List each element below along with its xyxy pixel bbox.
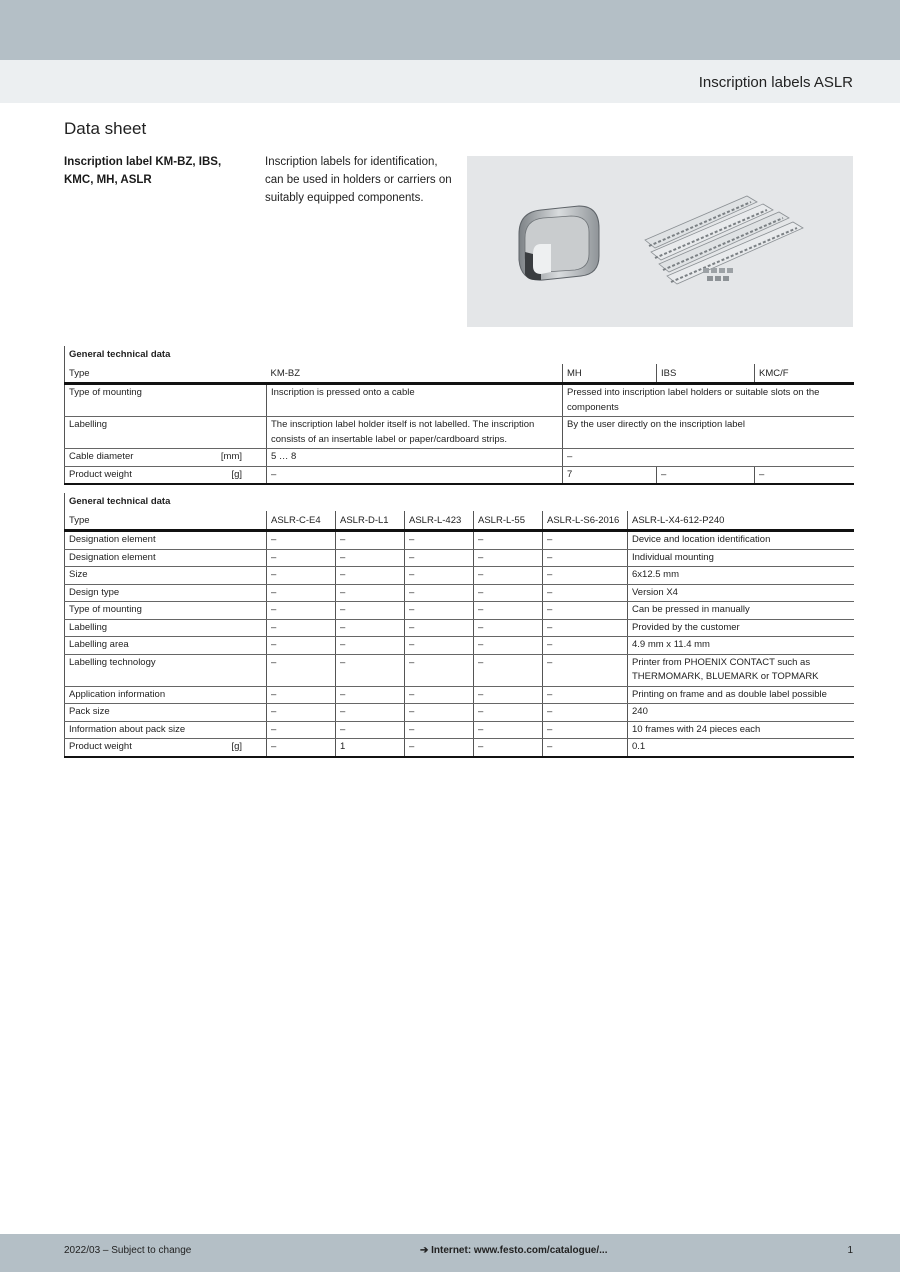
cell: Individual mounting: [628, 549, 854, 567]
table-row: [65, 686, 854, 704]
row-label: [65, 654, 267, 686]
top-band: [0, 0, 900, 60]
cell: –: [543, 584, 628, 602]
label-text: Information about pack size: [69, 723, 186, 735]
cell: –: [336, 531, 405, 550]
cell: –: [267, 654, 336, 686]
row-label: [65, 721, 267, 739]
table-row: [65, 619, 854, 637]
cell: –: [474, 567, 543, 585]
table-row: [65, 466, 854, 484]
technical-data-table-1: [64, 346, 854, 485]
cell: –: [336, 584, 405, 602]
cell: –: [474, 602, 543, 620]
cell: 240: [628, 704, 854, 722]
cell: 7: [563, 466, 657, 484]
cell: The inscription label holder itself is not labelled. The inscription consists of an insertable label or paper/cardboard strips.: [267, 417, 563, 449]
header-aslr-l-s6-2016: ASLR-L-S6-2016: [543, 511, 628, 531]
cell: 1: [336, 739, 405, 757]
cell: –: [267, 704, 336, 722]
cell: –: [474, 619, 543, 637]
table-row: [65, 637, 854, 655]
cell: –: [405, 686, 474, 704]
cell: –: [336, 654, 405, 686]
cell: –: [474, 637, 543, 655]
cell: –: [267, 466, 563, 484]
table-header-row: [65, 511, 854, 531]
label-text: Design type: [69, 586, 120, 598]
row-label: [65, 549, 267, 567]
table-caption: General technical data: [65, 346, 854, 364]
cell: –: [267, 567, 336, 585]
cell: –: [336, 704, 405, 722]
cell: –: [405, 549, 474, 567]
row-label: [65, 704, 267, 722]
cell: –: [267, 602, 336, 620]
cell: Inscription is pressed onto a cable: [267, 384, 563, 417]
table-row: [65, 384, 854, 417]
cell: Can be pressed in manually: [628, 602, 854, 620]
table-row: [65, 549, 854, 567]
technical-data-table-2: [64, 493, 854, 758]
table-row: [65, 602, 854, 620]
cell: –: [543, 619, 628, 637]
cell: –: [543, 654, 628, 686]
label-text: Cable diameter: [69, 451, 134, 462]
cell: –: [336, 619, 405, 637]
cell: Printing on frame and as double label possible: [628, 686, 854, 704]
row-label: [65, 531, 267, 550]
unit: [g]: [231, 468, 242, 480]
cell: –: [474, 704, 543, 722]
label-text: Designation element: [69, 551, 156, 563]
header-type: Type: [65, 364, 267, 384]
cell: –: [336, 686, 405, 704]
table-row: [65, 704, 854, 722]
header-ibs: IBS: [657, 364, 755, 384]
cell: –: [543, 637, 628, 655]
cell: –: [405, 567, 474, 585]
label-text: Designation element: [69, 534, 156, 545]
table-caption: General technical data: [65, 493, 854, 511]
row-label: [65, 449, 267, 467]
cell: –: [543, 721, 628, 739]
page-number: 1: [847, 1245, 853, 1256]
cell: –: [543, 549, 628, 567]
header-aslr-l-x4-612-p240: ASLR-L-X4-612-P240: [628, 511, 854, 531]
label-text: Labelling area: [69, 639, 129, 650]
cell: –: [336, 721, 405, 739]
table-caption-row: [65, 493, 854, 511]
cell: –: [543, 739, 628, 757]
table-row: [65, 417, 854, 449]
product-name: Inscription label KM-BZ, IBS, KMC, MH, ASLR: [64, 156, 222, 186]
cell: –: [474, 721, 543, 739]
cell: 10 frames with 24 pieces each: [628, 721, 854, 739]
header-km-bz: KM-BZ: [270, 367, 301, 379]
cell: –: [474, 739, 543, 757]
cell: By the user directly on the inscription label: [563, 417, 854, 449]
unit: [mm]: [220, 451, 242, 462]
cell: –: [336, 549, 405, 567]
label-text: Labelling technology: [69, 656, 156, 668]
header-aslr-c-e4: ASLR-C-E4: [267, 511, 336, 531]
cell: –: [543, 567, 628, 585]
unit: [g]: [231, 741, 242, 752]
table-row: [65, 449, 854, 467]
cell: Printer from PHOENIX CONTACT such as THERMOMARK, BLUEMARK or TOPMARK: [628, 654, 854, 686]
cell: Version X4: [628, 584, 854, 602]
cell: –: [405, 602, 474, 620]
cell: –: [405, 704, 474, 722]
cell: –: [563, 449, 854, 467]
row-label: Labelling: [65, 417, 267, 449]
table-row: [65, 739, 854, 757]
cell: –: [405, 637, 474, 655]
label-text: Type of mounting: [69, 604, 142, 615]
page-header-title: Inscription labels ASLR: [698, 74, 853, 91]
footer-date: 2022/03 – Subject to change: [64, 1245, 192, 1256]
cell: –: [474, 531, 543, 550]
label-text: Product weight: [69, 468, 132, 480]
product-illustration: [467, 156, 853, 327]
row-label: [65, 466, 267, 484]
cell: –: [267, 721, 336, 739]
cell: –: [543, 686, 628, 704]
cell: Device and location identification: [628, 531, 854, 550]
row-label: [65, 619, 267, 637]
product-description: Inscription labels for identification, can be used in holders or carriers on suitably equipped components.: [265, 156, 452, 204]
cell: –: [405, 531, 474, 550]
header-aslr-d-l1: ASLR-D-L1: [336, 511, 405, 531]
row-label: [65, 602, 267, 620]
table-row: [65, 721, 854, 739]
cell: –: [336, 567, 405, 585]
label-text: Labelling: [69, 621, 108, 633]
footer-internet-link[interactable]: ➔ Internet: www.festo.com/catalogue/...: [420, 1245, 608, 1256]
header-aslr-l-55: ASLR-L-55: [474, 511, 543, 531]
cell: Provided by the customer: [628, 619, 854, 637]
cell: –: [267, 637, 336, 655]
cell: –: [543, 602, 628, 620]
cell: –: [474, 584, 543, 602]
table-row: [65, 567, 854, 585]
header-aslr-l-423: ASLR-L-423: [405, 511, 474, 531]
header-mh: MH: [563, 364, 657, 384]
cell: –: [267, 549, 336, 567]
cell: Pressed into inscription label holders or suitable slots on the components: [563, 384, 854, 417]
table-row: [65, 654, 854, 686]
header-type: Type: [65, 511, 267, 531]
cell: –: [267, 619, 336, 637]
header-kmc-f: KMC/F: [755, 364, 854, 384]
cell: –: [543, 704, 628, 722]
cell: –: [267, 531, 336, 550]
table-row: [65, 584, 854, 602]
cell: –: [336, 602, 405, 620]
cell: 4.9 mm x 11.4 mm: [628, 637, 854, 655]
cell: –: [405, 654, 474, 686]
table-caption-row: [65, 346, 854, 364]
row-label: [65, 584, 267, 602]
cell: –: [474, 654, 543, 686]
cell: –: [657, 466, 755, 484]
cell: –: [474, 549, 543, 567]
cell: –: [755, 466, 854, 484]
cell: –: [336, 637, 405, 655]
label-strips-image: [645, 196, 803, 284]
row-label: [65, 637, 267, 655]
table-header-row: [65, 364, 854, 384]
label-text: Pack size: [69, 706, 110, 717]
row-label: [65, 567, 267, 585]
cell: –: [267, 584, 336, 602]
product-photo: [467, 156, 853, 327]
cell: –: [405, 739, 474, 757]
cell: –: [405, 584, 474, 602]
label-text: Size: [69, 569, 88, 580]
label-text: Application information: [69, 688, 166, 700]
cell: –: [267, 686, 336, 704]
cell: 6x12.5 mm: [628, 567, 854, 585]
row-label: [65, 686, 267, 704]
cell: –: [543, 531, 628, 550]
cell: –: [474, 686, 543, 704]
row-label: [65, 739, 267, 757]
table-row: [65, 531, 854, 550]
label-text: Product weight: [69, 741, 132, 752]
cell: –: [405, 619, 474, 637]
clip-holder-image: [519, 206, 599, 280]
cell: –: [267, 739, 336, 757]
row-label: Type of mounting: [65, 384, 267, 417]
cell: 0.1: [628, 739, 854, 757]
cell: 5 … 8: [267, 449, 563, 467]
section-title: Data sheet: [64, 119, 147, 138]
cell: –: [405, 721, 474, 739]
